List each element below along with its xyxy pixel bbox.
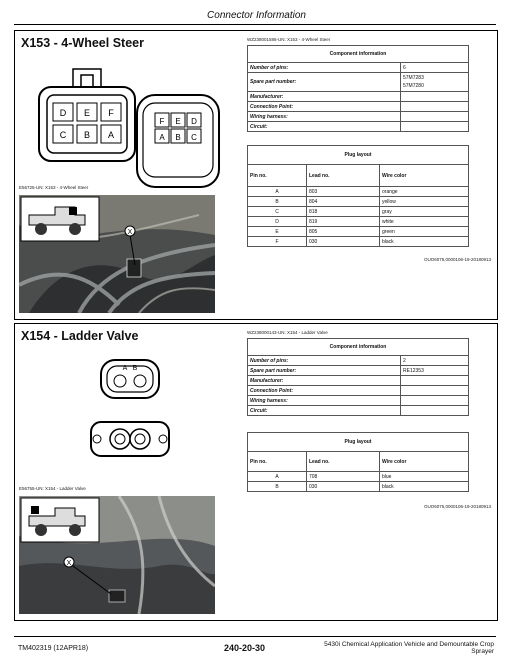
plug-heading: Plug layout <box>248 433 469 452</box>
connector-diagram-2pin <box>85 356 175 466</box>
table-row: A 708 blue <box>248 472 469 482</box>
pin-label: C <box>59 130 67 140</box>
plug-heading: Plug layout <box>248 146 469 165</box>
component-heading: Component information <box>248 46 469 63</box>
table-row: Number of pins: 2 <box>248 356 469 366</box>
pin-label: B <box>83 130 91 140</box>
table-row: Number of pins: 6 <box>248 63 469 73</box>
table-ref: WZ238000143-UN: X154 - Ladder Valve <box>247 330 328 335</box>
section-title: X153 - 4-Wheel Steer <box>21 36 144 50</box>
pin-label: E <box>175 117 181 126</box>
pin-label: A <box>107 130 115 140</box>
section-x153 <box>14 30 498 320</box>
table-row: E 805 green <box>248 227 469 237</box>
location-photo <box>19 496 215 614</box>
figure-ref: E56725-UN: X153 - 4-Wheel Steer <box>19 185 89 190</box>
table-row: D 819 white <box>248 217 469 227</box>
pin-label: D <box>191 117 197 126</box>
section-x154 <box>14 323 498 621</box>
table-row: A 803 orange <box>248 187 469 197</box>
figure-ref: E56755-UN: X154 - Ladder Valve <box>19 486 86 491</box>
photo-marker: X <box>127 229 133 236</box>
table-row: Wiring harness: <box>248 396 469 406</box>
section-title: X154 - Ladder Valve <box>21 329 139 343</box>
table-row: Wiring harness: <box>248 112 469 122</box>
pin-label: C <box>191 133 197 142</box>
table-row: Spare part number: RE12353 <box>248 366 469 376</box>
footer-ref: OUO6075,0000106-19-20180913 <box>423 257 491 262</box>
pin-label: A <box>159 133 165 142</box>
pin-label: B <box>132 365 138 372</box>
table-row: B 804 yellow <box>248 197 469 207</box>
photo-marker: X <box>66 560 72 567</box>
footer-page-number: 240-20-30 <box>224 643 266 653</box>
table-ref: WZ238001586-UN: X153 - 4-Wheel Steer <box>247 37 331 42</box>
table-row: B 030 black <box>248 482 469 492</box>
table-row: Manufacturer: <box>248 376 469 386</box>
pin-label: E <box>83 108 91 118</box>
table-row: Circuit: <box>248 122 469 132</box>
footer-ref: OUO6075,0000106-19-20180913 <box>423 504 491 509</box>
table-row: Spare part number: 57M7283 57M7280 <box>248 73 469 92</box>
footer-manual-title: 5430i Chemical Application Vehicle and Demountable Crop Sprayer <box>324 641 494 655</box>
connector-diagram-6pin <box>33 67 223 197</box>
location-photo <box>19 195 215 313</box>
component-table <box>247 45 469 132</box>
table-row: Circuit: <box>248 406 469 416</box>
component-table <box>247 338 469 416</box>
table-row: C 818 gray <box>248 207 469 217</box>
table-row: Connection Point: <box>248 102 469 112</box>
page-header <box>14 6 496 25</box>
pin-label: F <box>159 117 165 126</box>
pin-label: D <box>59 108 67 118</box>
footer-doc-id: TM402319 (12APR18) <box>18 645 89 652</box>
plug-layout-table: Plug layout Pin no. Lead no. Wire color A 708 blue B 030 black <box>247 432 469 492</box>
pin-label: A <box>122 365 128 372</box>
table-row: Manufacturer: <box>248 92 469 102</box>
page-footer <box>14 636 496 655</box>
plug-layout-table: Plug layout Pin no. Lead no. Wire color A 803 orange B 804 yellow C 818 gray D 819 white E 805 green F 030 black <box>247 145 469 247</box>
pin-label: F <box>108 108 114 118</box>
table-row: F 030 black <box>248 237 469 247</box>
pin-label: B <box>175 133 181 142</box>
table-row: Connection Point: <box>248 386 469 396</box>
page-header-title: Connector Information <box>207 10 306 21</box>
component-heading: Component information <box>248 339 469 356</box>
